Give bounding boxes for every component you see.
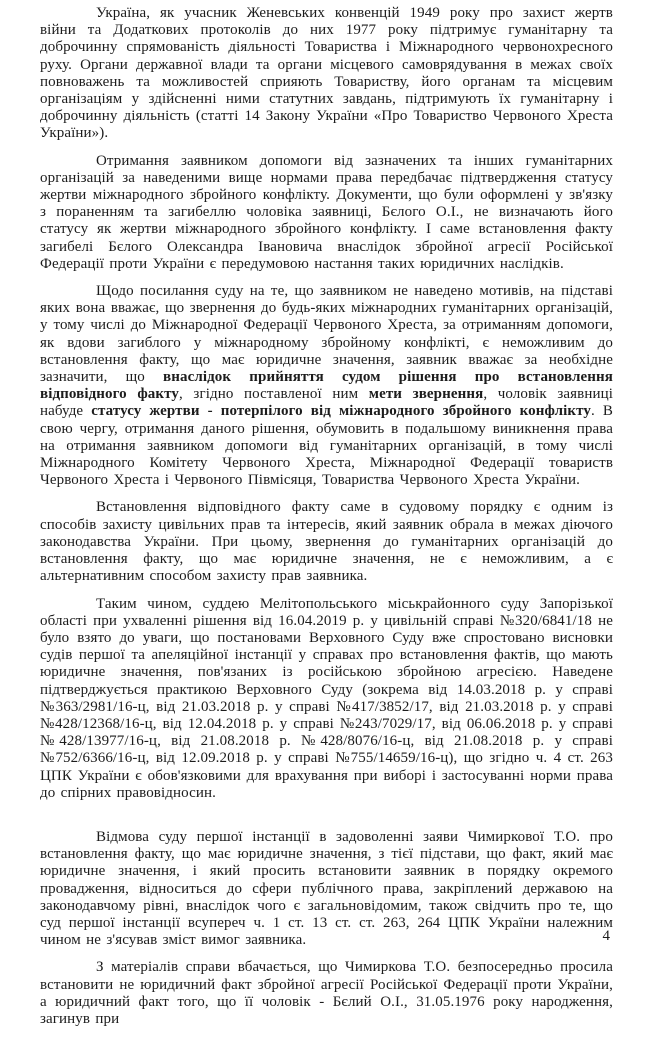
text-run-bold: статусу жертви - потерпілого від міжнародного збройного конфлікту xyxy=(91,403,592,420)
page-number: 4 xyxy=(602,928,610,944)
text-run: Щодо посилання суду на те, що заявником не наведено мотивів, на підставі яких вона вважає, що звернення до будь-яких міжнародних гуманітарних організацій, у тому числі до Міжнародної Федерації Червоного Хреста, за отриманням допомоги, як вдови загиблого у міжнародному збройному конфлікті, є неможливим до встановлення факту, що має юридичне значення, заявник вважає за необхідне зазначити, що xyxy=(40,283,613,386)
paragraph-aid-victim-status xyxy=(40,153,613,273)
text-run-bold: внаслідок прийняття судом рішення про встановлення відповідного факту xyxy=(40,369,613,403)
paragraph-first-instance-refusal xyxy=(40,829,613,949)
paragraph-court-reference xyxy=(40,283,613,489)
paragraph-fact-establishment xyxy=(40,499,613,585)
paragraph-case-materials xyxy=(40,959,613,1028)
text-run: . В свою чергу, отримання даного рішення, обумовить в подальшому виникнення права на отримання заявником допомоги від гуманітарних організацій, в тому числі Міжнародного Комітету Червоного Хреста, Міжнародної Федерації товариств Червоного Хреста і Червоного Півмісяця, Товариства Червоного Хреста України. xyxy=(40,403,613,489)
document-body xyxy=(40,5,613,1038)
text-run: Встановлення відповідного факту саме в судовому порядку є одним із способів захисту цивільних прав та інтересів, який заявник обрала в межах діючого законодавства України. При цьому, звернення до гуманітарних організацій до встановлення факту, що має юридичне значення, не є неможливим, а є альтернативним способом захисту прав заявника. xyxy=(40,499,613,585)
text-run: Україна, як учасник Женевських конвенцій 1949 року про захист жертв війни та Додаткових протоколів до них 1977 року підтримує гуманітарну та доброчинну спрямованість діяльності Товариства і Міжнародного червонохресного руху. Органи державної влади та органи місцевого самоврядування в межах своїх повноважень та можливостей сприяють Товариству, його органам та місцевим організаціям у здійсненні ними статутних завдань, підтримують їх гуманітарну і доброчинну діяльність (статті 14 Закону України «Про Товариство Червоного Хреста України»). xyxy=(40,5,613,142)
paragraph-supreme-court-practice xyxy=(40,596,613,802)
paragraph-geneva-conventions xyxy=(40,5,613,143)
text-run: Відмова суду першої інстанції в задоволенні заяви Чимиркової Т.О. про встановлення факту, що має юридичне значення, з тієї підстави, що факт, який має юридичне значення, і який просить встановити заявник в порядку окремого провадження, відноситься до сфери публічного права, закріплений державою на законодавчому рівні, внаслідок чого є загальновідомим, також свідчить про те, що суд першої інстанції всупереч ч. 1 ст. 13 ст. ст. 263, 264 ЦПК України належним чином не з'ясував зміст вимог заявника. xyxy=(40,828,613,949)
text-run: , чоловік заявниці набуде xyxy=(40,386,613,420)
text-run-bold: мети звернення xyxy=(368,386,484,403)
text-run: Отримання заявником допомоги від зазначених та інших гуманітарних організацій за наведеними вище нормами права передбачає підтвердження статусу жертви міжнародного збройного конфлікту. Документи, що були оформлені у зв'язку з пораненням та загибеллю чоловіка заявниці, Бєлого О.І., не визначають його статусу як жертви міжнародного збройного конфлікту. І саме встановлення факту загибелі Бєлого Олександра Івановича внаслідок збройної агресії Російської Федерації проти України є передумовою настання таких юридичних наслідків. xyxy=(40,152,613,272)
text-run: , згідно поставленої ним xyxy=(179,386,369,403)
text-run: Таким чином, суддею Мелітопольського міськрайонного суду Запорізької області при ухваленні рішення від 16.04.2019 р. у цивільній справі №320/6841/18 не було взято до уваги, що постановами Верховного Суду вже спростовано висновки судів першої та апеляційної інстанції у справах про встановлення фактів, що мають юридичне значення, пов'язаних із російською збройною агресією. Наведене підтверджується практикою Верховного Суду (зокрема від 14.03.2018 р. у справі №363/2981/16-ц, від 21.03.2018 р. у справі №417/3852/17, від 21.03.2018 р. у справі №428/12368/16-ц, від 12.04.2018 р. у справі №243/7029/17, від 06.06.2018 р. у справі №428/13977/16-ц, від 21.08.2018 р. №428/8076/16-ц, від 21.08.2018 р. у справі №752/6366/16-ц, від 12.09.2018 р. у справі №755/14659/16-ц), що згідно ч. 4 ст. 263 ЦПК України є обов'язковими для врахування при виборі і застосуванні норми права до спірних правовідносин. xyxy=(40,595,613,801)
text-run: З матеріалів справи вбачається, що Чимиркова Т.О. безпосередньо просила встановити не юридичний факт збройної агресії Російської Федерації проти України, а юридичний факт того, що її чоловік - Бєлий О.І., 31.05.1976 року народження, загинув при xyxy=(40,959,613,1027)
